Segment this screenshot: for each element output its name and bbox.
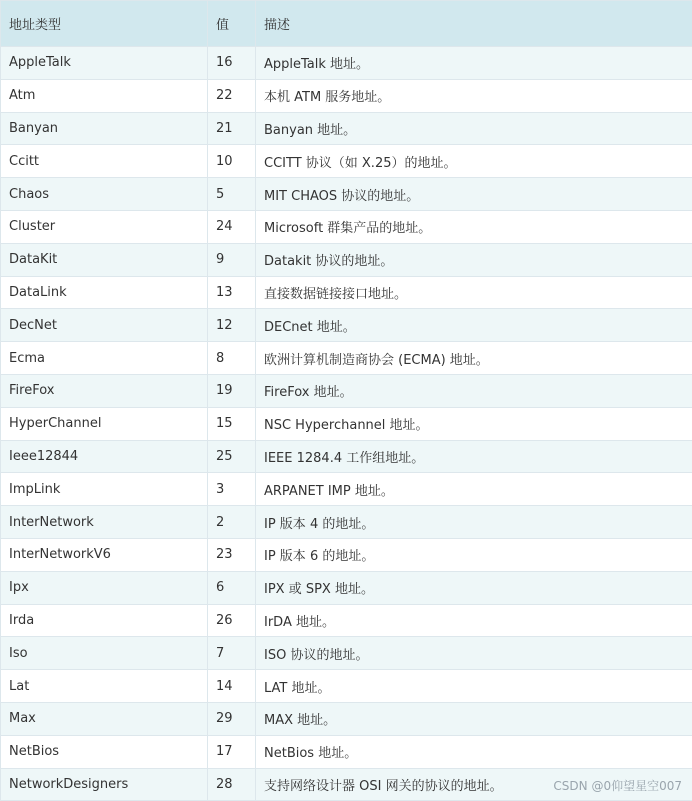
table-row xyxy=(1,374,692,407)
cell-address-type: InterNetwork xyxy=(1,506,208,539)
cell-value: 6 xyxy=(208,571,256,604)
cell-description: IP 版本 6 的地址。 xyxy=(256,538,692,571)
cell-description: LAT 地址。 xyxy=(256,670,692,703)
cell-address-type: ImpLink xyxy=(1,473,208,506)
header-address-type: 地址类型 xyxy=(1,1,208,47)
cell-address-type: Ipx xyxy=(1,571,208,604)
table-row xyxy=(1,276,692,309)
table-row xyxy=(1,243,692,276)
cell-value: 21 xyxy=(208,112,256,145)
cell-value: 5 xyxy=(208,178,256,211)
cell-description: ISO 协议的地址。 xyxy=(256,637,692,670)
cell-description: MAX 地址。 xyxy=(256,702,692,735)
cell-description: 支持网络设计器 OSI 网关的协议的地址。 xyxy=(256,768,692,801)
table-row xyxy=(1,79,692,112)
cell-value: 29 xyxy=(208,702,256,735)
cell-address-type: Lat xyxy=(1,670,208,703)
cell-value: 24 xyxy=(208,210,256,243)
table-row xyxy=(1,670,692,703)
header-value: 值 xyxy=(208,1,256,47)
cell-address-type: Max xyxy=(1,702,208,735)
table-row xyxy=(1,309,692,342)
cell-description: IP 版本 4 的地址。 xyxy=(256,506,692,539)
watermark: CSDN @0仰望星空007 xyxy=(553,777,682,794)
cell-address-type: Banyan xyxy=(1,112,208,145)
cell-address-type: DataKit xyxy=(1,243,208,276)
cell-description: 欧洲计算机制造商协会 (ECMA) 地址。 xyxy=(256,342,692,375)
cell-description: CCITT 协议（如 X.25）的地址。 xyxy=(256,145,692,178)
table-row xyxy=(1,178,692,211)
cell-address-type: Atm xyxy=(1,79,208,112)
table-row xyxy=(1,571,692,604)
cell-description: NetBios 地址。 xyxy=(256,735,692,768)
cell-address-type: DecNet xyxy=(1,309,208,342)
cell-value: 16 xyxy=(208,47,256,80)
cell-value: 19 xyxy=(208,374,256,407)
cell-address-type: FireFox xyxy=(1,374,208,407)
cell-address-type: DataLink xyxy=(1,276,208,309)
cell-description: IEEE 1284.4 工作组地址。 xyxy=(256,440,692,473)
table-row xyxy=(1,473,692,506)
cell-address-type: HyperChannel xyxy=(1,407,208,440)
cell-value: 26 xyxy=(208,604,256,637)
cell-description: ARPANET IMP 地址。 xyxy=(256,473,692,506)
cell-value: 2 xyxy=(208,506,256,539)
cell-value: 14 xyxy=(208,670,256,703)
table-row xyxy=(1,702,692,735)
cell-address-type: InterNetworkV6 xyxy=(1,538,208,571)
table-row xyxy=(1,112,692,145)
cell-address-type: Ecma xyxy=(1,342,208,375)
table-row xyxy=(1,637,692,670)
cell-value: 10 xyxy=(208,145,256,178)
cell-description: Microsoft 群集产品的地址。 xyxy=(256,210,692,243)
table-row xyxy=(1,407,692,440)
cell-value: 22 xyxy=(208,79,256,112)
cell-address-type: Ccitt xyxy=(1,145,208,178)
table-body xyxy=(1,47,692,801)
cell-description: IrDA 地址。 xyxy=(256,604,692,637)
cell-description: Banyan 地址。 xyxy=(256,112,692,145)
cell-description: MIT CHAOS 协议的地址。 xyxy=(256,178,692,211)
cell-address-type: AppleTalk xyxy=(1,47,208,80)
cell-value: 12 xyxy=(208,309,256,342)
cell-address-type: Chaos xyxy=(1,178,208,211)
cell-value: 9 xyxy=(208,243,256,276)
table-header xyxy=(1,1,692,47)
header-row xyxy=(1,1,692,47)
cell-address-type: Iso xyxy=(1,637,208,670)
cell-value: 3 xyxy=(208,473,256,506)
cell-value: 7 xyxy=(208,637,256,670)
cell-value: 13 xyxy=(208,276,256,309)
cell-description: FireFox 地址。 xyxy=(256,374,692,407)
cell-description: IPX 或 SPX 地址。 xyxy=(256,571,692,604)
cell-value: 28 xyxy=(208,768,256,801)
cell-description: DECnet 地址。 xyxy=(256,309,692,342)
cell-address-type: Irda xyxy=(1,604,208,637)
table-row xyxy=(1,538,692,571)
table-row xyxy=(1,735,692,768)
cell-value: 15 xyxy=(208,407,256,440)
table-row xyxy=(1,604,692,637)
table-row xyxy=(1,440,692,473)
cell-description: 直接数据链接接口地址。 xyxy=(256,276,692,309)
header-description: 描述 xyxy=(256,1,692,47)
cell-value: 25 xyxy=(208,440,256,473)
cell-address-type: NetworkDesigners xyxy=(1,768,208,801)
table-row xyxy=(1,342,692,375)
cell-address-type: Ieee12844 xyxy=(1,440,208,473)
cell-value: 8 xyxy=(208,342,256,375)
cell-description: NSC Hyperchannel 地址。 xyxy=(256,407,692,440)
cell-address-type: NetBios xyxy=(1,735,208,768)
cell-description: Datakit 协议的地址。 xyxy=(256,243,692,276)
cell-value: 23 xyxy=(208,538,256,571)
cell-value: 17 xyxy=(208,735,256,768)
cell-description: AppleTalk 地址。 xyxy=(256,47,692,80)
table-row xyxy=(1,145,692,178)
table-row xyxy=(1,210,692,243)
cell-address-type: Cluster xyxy=(1,210,208,243)
table-row xyxy=(1,506,692,539)
cell-description: 本机 ATM 服务地址。 xyxy=(256,79,692,112)
table-row xyxy=(1,47,692,80)
